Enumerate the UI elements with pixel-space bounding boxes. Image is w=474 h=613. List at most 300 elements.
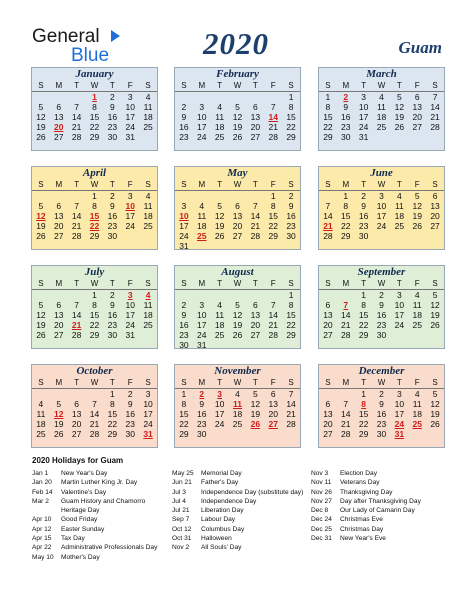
- week-row: [319, 429, 444, 439]
- day-cell: 6: [56, 201, 62, 211]
- day-cell: [229, 191, 247, 201]
- day-cell: [211, 191, 229, 201]
- holiday-date: Jan 20: [32, 479, 52, 487]
- day-cell: 23: [197, 419, 207, 429]
- day-cell: 29: [358, 330, 369, 340]
- holiday-day-cell: 1: [92, 92, 97, 102]
- day-cell: 31: [197, 340, 207, 350]
- weekday-label: T: [396, 180, 402, 189]
- holiday-row: [311, 478, 421, 487]
- week-row: [319, 290, 444, 300]
- weekday-label: T: [74, 180, 80, 189]
- weekday-label: F: [127, 81, 133, 90]
- day-cell: 18: [36, 419, 46, 429]
- week-row: [32, 429, 157, 439]
- day-cell: 5: [38, 201, 44, 211]
- holiday-name: Election Day: [340, 470, 378, 477]
- day-cell: 12: [394, 102, 405, 112]
- day-cell: 10: [214, 399, 225, 409]
- day-cell: 30: [376, 429, 387, 439]
- day-cell: 22: [358, 320, 369, 330]
- weekday-label: S: [145, 180, 151, 189]
- weekday-header: [32, 81, 157, 92]
- day-cell: 13: [430, 201, 440, 211]
- day-cell: 30: [197, 429, 207, 439]
- holiday-day-cell: 27: [268, 419, 278, 429]
- day-cell: [264, 429, 282, 439]
- weekday-label: T: [396, 378, 402, 387]
- day-cell: 14: [341, 310, 351, 320]
- day-cell: 2: [109, 191, 115, 201]
- weekday-label: T: [217, 81, 223, 90]
- weekday-label: T: [396, 279, 402, 288]
- day-cell: 23: [376, 320, 387, 330]
- holiday-date: Dec 8: [311, 507, 329, 515]
- day-cell: 9: [109, 300, 115, 310]
- weekday-header: [175, 180, 300, 191]
- day-cell: 23: [125, 419, 135, 429]
- day-cell: 16: [286, 211, 296, 221]
- day-cell: 16: [376, 310, 387, 320]
- holiday-row: [32, 525, 157, 534]
- weekday-header: [175, 378, 300, 389]
- day-cell: [139, 231, 157, 241]
- day-cell: 13: [323, 310, 333, 320]
- day-cell: 14: [250, 211, 261, 221]
- weekday-label: S: [181, 279, 187, 288]
- day-cell: 4: [396, 191, 402, 201]
- day-cell: 8: [92, 201, 97, 211]
- day-cell: 10: [197, 310, 207, 320]
- week-row: [32, 419, 157, 429]
- day-cell: 19: [36, 221, 46, 231]
- day-cell: 20: [323, 320, 333, 330]
- week-row: [319, 419, 444, 429]
- holiday-name: Valentine's Day: [61, 488, 107, 496]
- weekday-label: S: [432, 180, 438, 189]
- day-cell: 2: [379, 389, 384, 399]
- holiday-date: Nov 27: [311, 497, 332, 505]
- day-cell: 17: [394, 409, 405, 419]
- month-march: [318, 67, 445, 151]
- day-cell: 2: [109, 92, 115, 102]
- day-cell: [211, 429, 229, 439]
- holiday-name: Administrative Professionals Day: [61, 544, 158, 552]
- week-row: [175, 201, 300, 211]
- day-cell: 23: [107, 221, 118, 231]
- holiday-day-cell: 7: [343, 300, 349, 310]
- day-cell: 5: [235, 300, 240, 310]
- holiday-name: Labour Day: [201, 516, 236, 524]
- week-row: [32, 201, 157, 211]
- holiday-date: Apr 12: [32, 525, 52, 533]
- weekday-header: [32, 378, 157, 389]
- day-cell: 9: [379, 399, 384, 409]
- holiday-name: Thanksgiving Day: [340, 488, 393, 496]
- weekday-label: W: [377, 279, 386, 288]
- weekday-label: T: [74, 378, 80, 387]
- week-row: [319, 389, 444, 399]
- holiday-date: Jul 3: [172, 488, 186, 496]
- day-cell: 29: [286, 132, 296, 142]
- week-row: [319, 191, 444, 201]
- day-cell: [229, 340, 247, 350]
- day-cell: 9: [109, 102, 115, 112]
- day-cell: 30: [376, 330, 387, 340]
- weekday-label: T: [217, 180, 223, 189]
- weekday-label: S: [288, 180, 294, 189]
- day-cell: 6: [235, 201, 240, 211]
- weekday-label: T: [74, 279, 80, 288]
- day-cell: 21: [268, 122, 278, 132]
- day-cell: [282, 340, 300, 350]
- week-row: [319, 330, 444, 340]
- weekday-label: T: [252, 378, 258, 387]
- day-cell: [175, 92, 193, 102]
- weekday-label: M: [55, 180, 63, 189]
- holiday-name: Tax Day: [61, 535, 85, 543]
- day-cell: 25: [214, 330, 225, 340]
- day-cell: 6: [432, 191, 438, 201]
- week-row: [32, 191, 157, 201]
- holiday-date: May 25: [172, 470, 194, 477]
- day-cell: [229, 429, 247, 439]
- day-cell: 16: [341, 112, 351, 122]
- month-january: [31, 67, 158, 151]
- weekday-label: M: [55, 81, 63, 90]
- day-cell: 30: [125, 429, 135, 439]
- weekday-label: S: [145, 378, 151, 387]
- weekday-label: F: [270, 180, 276, 189]
- day-cell: [121, 231, 139, 241]
- day-cell: 4: [145, 191, 151, 201]
- weekday-label: T: [252, 180, 258, 189]
- weekday-label: T: [252, 81, 258, 90]
- day-cell: 30: [358, 231, 369, 241]
- day-cell: 4: [217, 300, 222, 310]
- day-cell: 31: [125, 132, 135, 142]
- holiday-row: [32, 488, 157, 497]
- week-row: [32, 221, 157, 231]
- day-cell: [86, 389, 104, 399]
- day-cell: 7: [74, 201, 79, 211]
- holiday-date: Jan 1: [32, 470, 49, 477]
- weekday-label: F: [414, 378, 420, 387]
- day-cell: 8: [325, 102, 331, 112]
- day-cell: 28: [250, 231, 261, 241]
- day-cell: [408, 429, 426, 439]
- day-cell: 21: [89, 419, 100, 429]
- day-cell: 11: [36, 409, 46, 419]
- day-cell: 29: [341, 231, 351, 241]
- day-cell: [246, 340, 264, 350]
- day-cell: 13: [54, 310, 64, 320]
- day-cell: 8: [343, 201, 349, 211]
- weekday-label: S: [38, 180, 44, 189]
- logo-general-text: General: [32, 26, 100, 47]
- day-cell: 20: [250, 122, 261, 132]
- holiday-day-cell: 31: [143, 429, 153, 439]
- week-row: [175, 340, 300, 350]
- week-row: [175, 409, 300, 419]
- day-cell: [246, 429, 264, 439]
- day-cell: [373, 132, 391, 142]
- weekday-label: F: [270, 279, 276, 288]
- day-cell: 6: [325, 300, 331, 310]
- day-cell: 3: [127, 191, 133, 201]
- day-cell: 29: [89, 231, 100, 241]
- day-cell: 16: [358, 211, 369, 221]
- weekday-header: [32, 279, 157, 290]
- week-row: [175, 92, 300, 102]
- day-cell: 29: [358, 429, 369, 439]
- day-cell: [264, 241, 282, 251]
- month-november: [174, 364, 301, 448]
- holiday-date: Apr 15: [32, 535, 52, 543]
- day-cell: [211, 92, 229, 102]
- weekday-label: F: [270, 378, 276, 387]
- month-title: September: [357, 266, 406, 278]
- day-cell: [68, 290, 86, 300]
- weekday-label: M: [55, 279, 63, 288]
- country-title: Guam: [398, 38, 442, 57]
- day-cell: 3: [145, 389, 151, 399]
- holiday-date: Nov 3: [311, 470, 329, 477]
- day-cell: [50, 389, 68, 399]
- day-cell: 5: [414, 191, 420, 201]
- day-cell: 6: [270, 389, 276, 399]
- holiday-name: Heritage Day: [61, 507, 100, 515]
- weekday-label: M: [198, 81, 206, 90]
- holiday-row: [172, 478, 303, 487]
- day-cell: [193, 92, 211, 102]
- day-cell: 9: [127, 399, 133, 409]
- holiday-day-cell: 21: [71, 320, 82, 330]
- day-cell: 21: [430, 112, 440, 122]
- day-cell: 19: [36, 122, 46, 132]
- day-cell: 8: [181, 399, 187, 409]
- week-row: [175, 132, 300, 142]
- day-cell: 8: [109, 399, 115, 409]
- month-title: May: [227, 167, 248, 179]
- weekday-label: F: [414, 180, 420, 189]
- day-cell: 28: [268, 330, 278, 340]
- weekday-label: S: [145, 279, 151, 288]
- day-cell: [32, 191, 50, 201]
- day-cell: 11: [412, 300, 422, 310]
- day-cell: 19: [232, 122, 243, 132]
- day-cell: 10: [358, 102, 369, 112]
- holiday-row: [311, 497, 421, 506]
- month-title: January: [75, 68, 114, 80]
- day-cell: 12: [232, 310, 243, 320]
- month-title: July: [84, 266, 105, 278]
- day-cell: 8: [361, 300, 366, 310]
- holiday-name: Martin Luther King Jr. Day: [61, 479, 138, 487]
- holiday-name: Independence Day: [201, 497, 257, 505]
- day-cell: 1: [109, 389, 115, 399]
- holiday-name: Guam History and Chamorro: [61, 497, 146, 505]
- day-cell: 5: [432, 290, 438, 300]
- holiday-day-cell: 10: [125, 201, 135, 211]
- holiday-row: [32, 515, 157, 524]
- day-cell: 18: [232, 409, 243, 419]
- day-cell: 19: [394, 112, 405, 122]
- day-cell: [50, 191, 68, 201]
- day-cell: 7: [74, 300, 79, 310]
- day-cell: 15: [268, 211, 278, 221]
- weekday-label: T: [217, 279, 223, 288]
- week-row: [175, 419, 300, 429]
- day-cell: 21: [71, 122, 82, 132]
- day-cell: 9: [288, 201, 294, 211]
- day-cell: 23: [358, 221, 369, 231]
- holiday-day-cell: 24: [394, 419, 405, 429]
- day-cell: 16: [179, 122, 189, 132]
- day-cell: 12: [36, 310, 46, 320]
- day-cell: 22: [89, 122, 100, 132]
- holiday-date: Dec 31: [311, 535, 332, 543]
- weekday-label: W: [90, 378, 99, 387]
- day-cell: 9: [181, 112, 187, 122]
- day-cell: 5: [432, 389, 438, 399]
- day-cell: 26: [36, 132, 46, 142]
- month-december: [318, 364, 445, 448]
- day-cell: [32, 389, 50, 399]
- month-title: October: [76, 365, 113, 377]
- week-row: [175, 310, 300, 320]
- day-cell: [32, 92, 50, 102]
- weekday-label: T: [361, 180, 367, 189]
- day-cell: 9: [181, 310, 187, 320]
- day-cell: 11: [197, 211, 207, 221]
- day-cell: 24: [197, 132, 207, 142]
- holiday-date: Oct 31: [172, 535, 192, 543]
- month-may: [174, 166, 301, 250]
- day-cell: 8: [92, 300, 97, 310]
- day-cell: [211, 241, 229, 251]
- generalblue-logo: [32, 22, 142, 66]
- day-cell: 7: [270, 102, 276, 112]
- holiday-row: [172, 506, 303, 515]
- day-cell: 23: [179, 330, 189, 340]
- holiday-day-cell: 2: [199, 389, 205, 399]
- day-cell: 4: [217, 102, 222, 112]
- day-cell: [373, 231, 391, 241]
- day-cell: 9: [109, 201, 115, 211]
- day-cell: [229, 92, 247, 102]
- day-cell: [337, 389, 355, 399]
- week-row: [32, 389, 157, 399]
- day-cell: 3: [181, 201, 187, 211]
- day-cell: 17: [125, 112, 135, 122]
- day-cell: 22: [358, 419, 369, 429]
- day-cell: 21: [341, 320, 351, 330]
- day-cell: 28: [71, 132, 82, 142]
- day-cell: 14: [323, 211, 333, 221]
- day-cell: 4: [414, 290, 420, 300]
- day-cell: 10: [143, 399, 153, 409]
- day-cell: 3: [199, 300, 205, 310]
- holiday-day-cell: 2: [343, 92, 349, 102]
- day-cell: 31: [358, 132, 369, 142]
- day-cell: 3: [396, 290, 402, 300]
- day-cell: 22: [107, 419, 118, 429]
- day-cell: 27: [54, 231, 64, 241]
- day-cell: 14: [71, 211, 82, 221]
- day-cell: 18: [214, 122, 225, 132]
- day-cell: 17: [179, 221, 189, 231]
- day-cell: [139, 330, 157, 340]
- holiday-day-cell: 12: [36, 211, 46, 221]
- holiday-row: [32, 553, 157, 562]
- weekday-header: [32, 180, 157, 191]
- weekday-label: S: [288, 279, 294, 288]
- weekday-label: T: [109, 279, 115, 288]
- day-cell: 30: [341, 132, 351, 142]
- holiday-column: [311, 469, 421, 543]
- day-cell: [282, 241, 300, 251]
- holiday-day-cell: 10: [179, 211, 189, 221]
- weekday-label: S: [38, 81, 44, 90]
- holiday-column: [32, 469, 157, 562]
- holiday-row: [32, 469, 157, 478]
- holiday-date: Feb 14: [32, 488, 53, 496]
- day-cell: 15: [89, 112, 100, 122]
- day-cell: 9: [343, 102, 349, 112]
- month-title: November: [214, 365, 261, 377]
- holiday-date: [32, 506, 61, 515]
- weekday-label: F: [270, 81, 276, 90]
- day-cell: 20: [323, 419, 333, 429]
- weekday-label: W: [90, 279, 99, 288]
- holiday-row: [32, 506, 157, 515]
- day-cell: 13: [232, 211, 243, 221]
- day-cell: 11: [143, 102, 153, 112]
- weekday-label: W: [90, 180, 99, 189]
- holiday-row: [172, 534, 303, 543]
- day-cell: 1: [92, 290, 97, 300]
- weekday-label: W: [377, 378, 386, 387]
- day-cell: 1: [288, 92, 294, 102]
- day-cell: 1: [270, 191, 276, 201]
- day-cell: 5: [235, 102, 240, 112]
- day-cell: 27: [71, 429, 82, 439]
- day-cell: 26: [394, 122, 405, 132]
- week-row: [319, 310, 444, 320]
- holiday-date: Nov 11: [311, 479, 332, 487]
- weekday-label: S: [325, 81, 331, 90]
- week-row: [319, 132, 444, 142]
- day-cell: 2: [288, 191, 294, 201]
- holiday-row: [32, 543, 157, 552]
- week-row: [32, 290, 157, 300]
- holiday-day-cell: 8: [361, 399, 366, 409]
- day-cell: 13: [250, 112, 261, 122]
- day-cell: 24: [179, 231, 189, 241]
- day-cell: 18: [412, 409, 422, 419]
- day-cell: [408, 330, 426, 340]
- month-title: December: [358, 365, 405, 377]
- day-cell: 6: [74, 399, 79, 409]
- weekday-label: W: [377, 180, 386, 189]
- day-cell: [264, 340, 282, 350]
- day-cell: [426, 429, 444, 439]
- weekday-label: S: [288, 378, 294, 387]
- holiday-column: [172, 469, 303, 553]
- week-row: [319, 102, 444, 112]
- week-row: [32, 92, 157, 102]
